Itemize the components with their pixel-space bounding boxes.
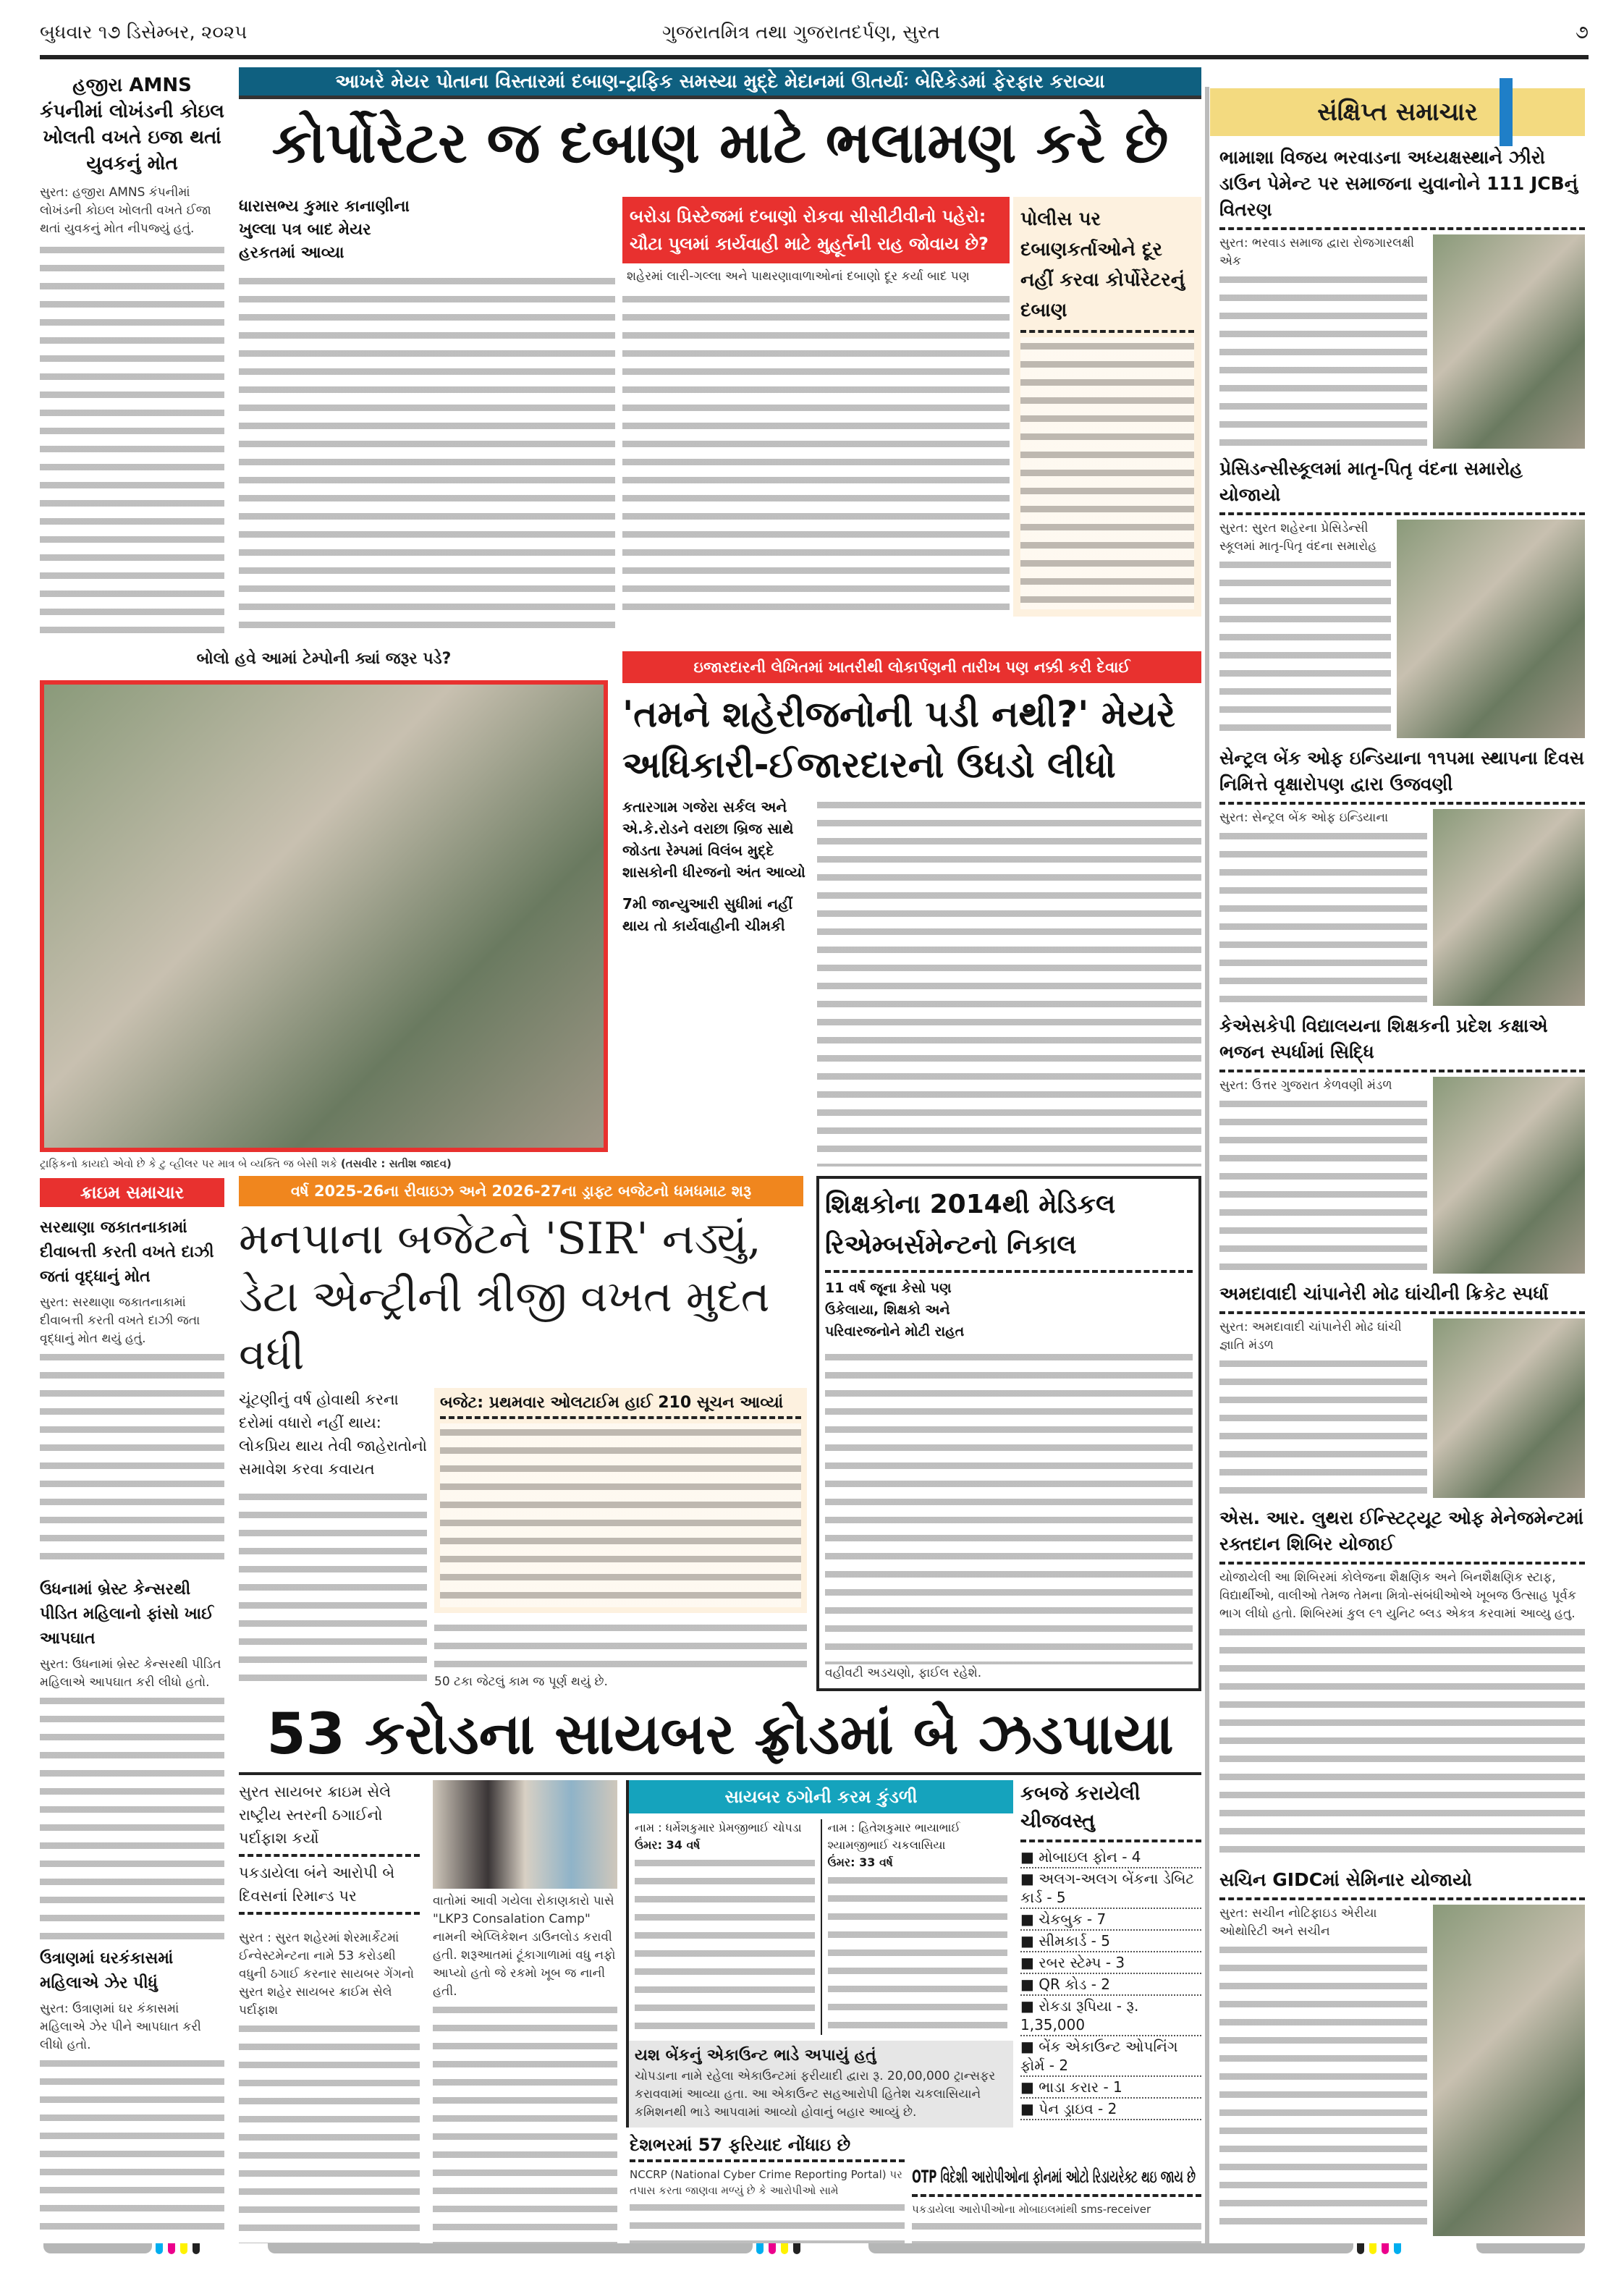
- brief-headline: સચિન GIDCમાં સેમિનાર યોજાયો: [1219, 1869, 1472, 1890]
- registration-mark: [793, 2243, 800, 2254]
- headline: હજીરા AMNS કંપનીમાં લોખંડની કોઇલ ખોલતી વખતે ઇજા થતાં યુવકનું મોત: [40, 75, 224, 174]
- accused-name: નામ : ધર્મેશકુમાર પ્રેમજીભાઈ ચોપડા: [635, 1821, 802, 1834]
- photo-caption: ટ્રાફિકનો કાયદો એવો છે કે ટુ વ્હીલર પર માત્ર બે વ્યક્તિ જ બેસી શકે: [40, 1157, 338, 1170]
- crime-headline: ઉધનામાં બ્રેસ્ટ કેન્સરથી પીડિત મહિલાનો ફાંસો ખાઈ આપઘાત: [40, 1580, 214, 1648]
- teachers-box: [816, 1176, 1201, 1691]
- budget-article: [239, 1210, 807, 1691]
- brief-item: [1219, 145, 1585, 449]
- registration-mark: [1357, 2243, 1364, 2254]
- beige-box: [1013, 197, 1201, 617]
- mayor-kicker: [622, 651, 1201, 683]
- crime-body: સુરત: સરથાણા જકાતનાકામાં દીવાબત્તી કરતી વખતે દાઝી જતા વૃદ્ધાનું મોત થયું હતું.: [40, 1295, 200, 1346]
- registration-mark: [756, 2243, 764, 2254]
- crime-item: [40, 1947, 224, 2236]
- brief-title: સંક્ષિપ્ત સમાચાર: [1317, 98, 1478, 127]
- cyber-left: [239, 1780, 420, 2243]
- otp-body: પકડાયેલા આરોપીઓના મોબાઇલમાંથી sms-receiver: [912, 2203, 1151, 2216]
- brief-headline: ભામાશા વિજય ભરવાડના અધ્યક્ષસ્થાને ઝીરો ડાઉન પેમેન્ટ પર સમાજના યુવાનોને 111 JCBનું વિતરણ: [1219, 147, 1578, 220]
- accused-photo: [433, 1780, 617, 1889]
- registration-mark: [1369, 2243, 1376, 2254]
- left-top-article: [40, 72, 224, 640]
- cyber-headline: [239, 1697, 1201, 1775]
- budget-kicker-text: વર્ષ 2025-26ના રીવાઇઝ અને 2026-27ના ડ્રાફ્ટ બજેટનો ધમધમાટ શરૂ: [290, 1182, 752, 1200]
- brief-body: સુરત: સેન્ટ્રલ બેંક ઓફ ઇન્ડિયાના: [1219, 810, 1389, 825]
- seized-item: ■ ભાડા કરાર - 1: [1020, 2077, 1201, 2099]
- seized-item: ■ રબર સ્ટેમ્પ - 3: [1020, 1952, 1201, 1974]
- otp-article: [912, 2164, 1201, 2243]
- teachers-sub: 11 વર્ષ જૂના કેસો પણ ઉકેલાયા, શિક્ષકો અને પરિવારજનોને મોટી રાહત: [825, 1280, 965, 1339]
- seized-item: ■ ચેકબુક - 7: [1020, 1909, 1201, 1931]
- seized-item: ■ અલગ-અલગ બેંકના ડેબિટ કાર્ડ - 5: [1020, 1868, 1201, 1909]
- brief-item: [1219, 1281, 1585, 1498]
- brief-item: [1219, 1013, 1585, 1274]
- crime-body: સુરત: ઉધનામાં બ્રેસ્ટ કેન્સરથી પીડિત મહિલાએ આપઘાત કરી લીધો હતો.: [40, 1657, 221, 1690]
- registration-mark: [769, 2243, 776, 2254]
- lead-kicker: [239, 67, 1201, 99]
- teachers-end: વહીવટી અડચણો, ફાઈલ રહેશે.: [825, 1666, 982, 1680]
- cyber-body-2: [433, 1892, 617, 2243]
- seized-item: ■ સીમકાર્ડ - 5: [1020, 1931, 1201, 1952]
- brief-headline: અમદાવાદી ચાંપાનેરી મોઢ ઘાંચીની ક્રિકેટ સ્પર્ધા: [1219, 1283, 1549, 1304]
- mayor-body: [622, 796, 1201, 1167]
- brief-header: [1210, 88, 1585, 136]
- header-date: બુધવાર ૧૭ ડિસેમ્બર, ૨૦૨૫: [40, 22, 248, 43]
- cyber-sub2: પકડાયેલા બંને આરોપી બે દિવસનાં રિમાન્ડ પર: [239, 1864, 395, 1905]
- seized-item: ■ મોબાઇલ ફોન - 4: [1020, 1847, 1201, 1868]
- complaints-title: દેશભરમાં 57 ફરિયાદ નોંધાઇ છે: [630, 2135, 851, 2155]
- seized-item: ■ QR કોડ - 2: [1020, 1974, 1201, 1996]
- cyber-sub1: સુરત સાયબર ક્રાઇમ સેલે રાષ્ટ્રીય સ્તરની ઠગાઈનો પર્દાફાશ કર્યો: [239, 1783, 392, 1847]
- cyber-headline-text: 53 કરોડના સાયબર ફ્રોડમાં બે ઝડપાયા: [266, 1702, 1174, 1767]
- budget-box-title: બજેટ: પ્રથમવાર ઓલટાઈમ હાઈ 210 સૂચન આવ્યાં: [440, 1394, 784, 1412]
- lead-headline-text: કોર્પોરેટર જ દબાણ માટે ભલામણ કરે છે: [271, 111, 1169, 176]
- registration-mark: [193, 2243, 200, 2254]
- registration-mark: [1382, 2243, 1389, 2254]
- brief-body: સુરત: સુરત શહેરના પ્રેસિડેન્સી સ્કૂલમાં માતૃ-પિતૃ વંદના સમારોહ: [1219, 521, 1377, 554]
- crime-headline: સરથાણા જકાતનાકામાં દીવાબત્તી કરતી વખતે દાઝી જતાં વૃદ્ધાનું મોત: [40, 1219, 214, 1286]
- body: સુરત: હજીરા AMNS કંપનીમાં લોખંડની કોઇલ ખોલતી વખતે ઈજા થતાં યુવકનું મોત નીપજ્યું હતું.: [40, 185, 211, 236]
- brief-photo: [1433, 809, 1585, 1006]
- red-box-body: શહેરમાં લારી-ગલ્લા અને પાથરણાવાળાઓનાં દબાણો દૂર કર્યા બાદ પણ: [627, 269, 970, 284]
- red-box: [622, 197, 1010, 617]
- crime-label: ક્રાઇમ સમાચાર: [40, 1178, 224, 1207]
- brief-headline: કેએસકેપી વિદ્યાલયના શિક્ષકની પ્રદેશ કક્ષાએ ભજન સ્પર્ધામાં સિદ્ધિ: [1219, 1015, 1548, 1062]
- page-number: ૭: [1575, 22, 1589, 43]
- brief-headline: સેન્ટ્રલ બેંક ઓફ ઇન્ડિયાના ૧૧૫મા સ્થાપના દિવસ નિમિત્તે વૃક્ષારોપણ દ્વારા ઉજવણી: [1219, 748, 1584, 795]
- registration-mark: [1394, 2243, 1401, 2254]
- lead-headline: [239, 106, 1201, 184]
- registration-mark: [180, 2243, 187, 2254]
- otp-title-text: OTP વિદેશી આરોપીઓના ફોનમાં ઓટો રિડાયરેક્ટ થઇ જાય છે: [912, 2167, 1196, 2187]
- brief-photo: [1397, 520, 1585, 738]
- header-paper: ગુજરાતમિત્ર તથા ગુજરાતદર્પણ, સુરત: [662, 22, 940, 43]
- kundli-box: [626, 1780, 1013, 2128]
- seized-item: ■ બેંક એકાઉન્ટ ઓપનિંગ ફોર્મ - 2: [1020, 2036, 1201, 2077]
- registration-mark: [156, 2243, 163, 2254]
- accent-bracket: [1500, 78, 1513, 146]
- brief-item: [1219, 1867, 1585, 2236]
- brief-body: સુરત: સચીન નોટિફાઇડ એરીયા ઓથોરિટી અને સચીન: [1219, 1906, 1377, 1939]
- brief-photo: [1433, 1905, 1585, 2236]
- complaints-body: NCCRP (National Cyber Crime Reporting Portal) પર તપાસ કરતા જાણવા મળ્યું છે કે આરોપીઓ સામે: [630, 2168, 902, 2197]
- yes-bank-title: યશ બેંકનું એકાઉન્ટ ભાડે અપાયું હતું: [635, 2046, 876, 2065]
- registration-mark: [781, 2243, 788, 2254]
- seized-title: કબજે કરાયેલી ચીજવસ્તુ: [1020, 1782, 1141, 1832]
- budget-body: [239, 1388, 427, 1691]
- yes-bank-body: ચોપડાના નામે રહેલા એકાઉન્ટમાં ફરીયાદી દ્વારા રૂ. 20,00,000 ટ્રાન્સફર કરાવવામાં આવ્યા હતા. આ એકાઉન્ટ સહઆરોપી હિતેશ ચકલાસિયાને કમિશનથી ભાડે આપવામાં આવ્યો હોવાનું બહાર આવ્યું છે.: [635, 2069, 996, 2120]
- seized-list: [1020, 1847, 1201, 2120]
- brief-item: [1219, 1505, 1585, 1860]
- cyber-body: સુરત : સુરત શહેરમાં શેરમાર્કેટમાં ઈન્વેસ્ટમેન્ટના નામે 53 કરોડથી વધુની ઠગાઈ કરનાર સાયબર ગેંગનો સુરત શહેર સાયબર ક્રાઈમ સેલે પર્દાફાશ: [239, 1931, 414, 2018]
- seized-box: [1020, 1780, 1201, 2156]
- crime-item: [40, 1578, 224, 1939]
- budget-kicker: [239, 1176, 803, 1206]
- teachers-headline: શિક્ષકોના 2014થી મેડિકલ રિએમ્બર્સમેન્ટનો નિકાલ: [825, 1190, 1116, 1260]
- crime-body: સુરત: ઉત્રાણમાં ઘર કંકાસમાં મહિલાએ ઝેર પીને આપઘાત કરી લીધો હતો.: [40, 2002, 201, 2052]
- budget-sub: ચૂંટણીનું વર્ષ હોવાથી કરના દરોમાં વધારો નહીં થાય: લોકપ્રિય થાય તેવી જાહેરાતોનો સમાવેશ કરવા કવાયત: [239, 1391, 427, 1478]
- brief-headline: એસ. આર. લુથરા ઈન્સ્ટિટ્યૂટ ઓફ મેનેજમેન્ટમાં રક્તદાન શિબિર યોજાઈ: [1219, 1507, 1584, 1554]
- photo-title: [40, 650, 608, 680]
- budget-end: 50 ટકા જેટલું કામ જ પૂર્ણ થયું છે.: [434, 1675, 608, 1689]
- cyber-body2: વાતોમાં આવી ગયેલા રોકાણકારો પાસે "LKP3 Consalation Camp" નામની એપ્લિકેશન ડાઉનલોડ કરાવી હતી. શરૂઆતમાં ટૂંકાગાળામાં વધુ નફો આપ્યો હતો જે રકમો ખૂબ જ નાની હતી.: [433, 1894, 616, 1999]
- yes-bank-box: [629, 2041, 1013, 2128]
- seized-item: ■ રોકડા રૂપિયા - રૂ. 1,35,000: [1020, 1996, 1201, 2036]
- red-box-headline: બરોડા પ્રિસ્ટેજમાં દબાણો રોકવા સીસીટીવીનો પહેરો: ચૌટા પુલમાં કાર્યવાહી માટે મુહૂર્તની રાહ જોવાય છે?: [622, 197, 1010, 263]
- mayor-kicker-text: ઇજારદારની લેખિતમાં ખાતરીથી લોકાર્પણની તારીખ પણ નક્કી કરી દેવાઈ: [693, 659, 1130, 676]
- otp-title: [912, 2164, 1201, 2190]
- budget-box: [434, 1388, 807, 1613]
- registration-mark: [168, 2243, 175, 2254]
- photo-story: [40, 650, 608, 1171]
- lead-kicker-text: આખરે મેયર પોતાના વિસ્તારમાં દબાણ-ટ્રાફિક સમસ્યા મુદ્દે મેદાનમાં ઊતર્યાઃ બેરિકેડમાં ફેરફાર કરાવ્યા: [335, 71, 1105, 93]
- lead-sub: ધારાસભ્ય કુમાર કાનાણીના ખુલ્લા પત્ર બાદ મેયર હરકતમાં આવ્યા: [239, 198, 410, 262]
- seized-item: ■ પેન ડ્રાઇવ - 2: [1020, 2099, 1201, 2120]
- kundli-title: સાયબર ઠગોની કરમ કુંડળી: [629, 1780, 1013, 1813]
- accused-age: ઉંમર: 33 વર્ષ: [827, 1855, 893, 1869]
- accused-age: ઉંમર: 34 વર્ષ: [635, 1838, 701, 1852]
- brief-body: સુરત: ઉત્તર ગુજરાત કેળવણી મંડળ: [1219, 1078, 1392, 1093]
- photo-title-text: બોલો હવે આમાં ટેમ્પોની ક્યાં જરૂર પડે?: [196, 650, 452, 668]
- complaints-article: [630, 2135, 905, 2243]
- crime-item: [40, 1216, 224, 1570]
- beige-box-headline: પોલીસ પર દબાણકર્તાઓને દૂર નહીં કરવા કોર્પોરેટરનું દબાણ: [1020, 208, 1185, 321]
- mayor-sub2: 7મી જાન્યુઆરી સુધીમાં નહીં થાય તો કાર્યવાહીની ચીમકી: [622, 895, 793, 934]
- lead-body: [239, 195, 615, 637]
- brief-body: યોજાયેલી આ શિબિરમાં કોલેજના શૈક્ષણિક અને બિનશૈક્ષણિક સ્ટાફ, વિદ્યાર્થીઓ, વાલીઓ તેમજ તેમના મિત્રો-સંબંધીઓએ ખૂબજ ઉત્સાહ પૂર્વક ભાગ લીધો હતો. શિબિરમાં કુલ ૯૧ યુનિટ બ્લડ એકત્ર કરવામાં આવ્યુ હતુ.: [1219, 1570, 1576, 1621]
- photo-credit: (તસવીર : સતીશ જાદવ): [340, 1157, 452, 1170]
- budget-headline: મનપાના બજેટને 'SIR' નડ્યું, ડેટા એન્ટ્રીની ત્રીજી વખત મુદત વધી: [239, 1214, 770, 1380]
- scooter-photo: [40, 680, 608, 1152]
- brief-body: સુરત: ભરવાડ સમાજ દ્વારા રોજગારલક્ષી એક: [1219, 236, 1415, 268]
- accused-name: નામ : હિતેશકુમાર ભાયાભાઈ શ્યામજીભાઈ ચકલાસિયા: [827, 1821, 960, 1852]
- mayor-article: [622, 689, 1201, 1167]
- mayor-headline: 'તમને શહેરીજનોની પડી નથી?' મેયરે અધિકારી-ઈજારદારનો ઉધડો લીધો: [622, 693, 1175, 786]
- brief-photo: [1433, 234, 1585, 449]
- brief-item: [1219, 745, 1585, 1006]
- brief-photo: [1433, 1318, 1585, 1498]
- brief-item: [1219, 456, 1585, 738]
- mayor-sub1: કતારગામ ગજેરા સર્કલ અને એ.કે.રોડને વરાછા બ્રિજ સાથે જોડતા રેમ્પમાં વિલંબ મુદ્દે શાસકોની ધીરજનો અંત આવ્યો: [622, 798, 805, 881]
- page-header: [40, 16, 1589, 59]
- crime-headline: ઉત્રાણમાં ઘરકંકાસમાં મહિલાએ ઝેર પીધું: [40, 1950, 174, 1992]
- brief-body: સુરત: અમદાવાદી ચાંપાનેરી મોઢ ઘાંચી જ્ઞાતિ મંડળ: [1219, 1320, 1402, 1352]
- brief-headline: પ્રેસિડન્સીસ્કૂલમાં માતૃ-પિતૃ વંદના સમારોહ યોજાયો: [1219, 458, 1523, 505]
- brief-photo: [1433, 1077, 1585, 1274]
